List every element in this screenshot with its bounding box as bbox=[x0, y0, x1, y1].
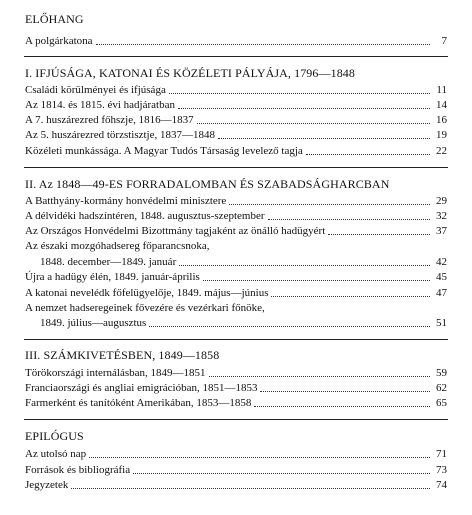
entry-title: Az 5. huszárezred törzstisztje, 1837—1848 bbox=[25, 129, 215, 141]
entry-page-number: 32 bbox=[436, 210, 447, 222]
entry-title: A polgárkatona bbox=[25, 35, 93, 47]
section-heading-part-2: II. Az 1848—49-ES FORRADALOMBAN ÉS SZABADSÁGHARCBAN bbox=[25, 177, 390, 191]
entry-title: Újra a hadügy élén, 1849. január-április bbox=[25, 271, 200, 283]
entry-title: Közéleti munkássága. A Magyar Tudós Társaság levelező tagja bbox=[25, 145, 303, 157]
toc-entry[interactable] bbox=[25, 35, 447, 48]
entry-title: Az 1814. és 1815. évi hadjáratban bbox=[25, 99, 175, 111]
dot-leader bbox=[96, 44, 430, 45]
entry-page-number: 7 bbox=[441, 35, 447, 47]
entry-title: Az Országos Honvédelmi Bizottmány tagjaként az önálló hadügyért bbox=[25, 225, 326, 237]
dot-leader bbox=[203, 280, 430, 281]
dot-leader bbox=[133, 473, 430, 474]
toc-entry[interactable] bbox=[25, 99, 447, 112]
entry-page-number: 19 bbox=[436, 129, 447, 141]
entry-title: A 7. huszárezred főhszje, 1816—1837 bbox=[25, 114, 194, 126]
toc-entry[interactable] bbox=[25, 114, 447, 127]
dot-leader bbox=[179, 265, 430, 266]
section-divider bbox=[24, 339, 448, 340]
dot-leader bbox=[328, 234, 430, 235]
dot-leader bbox=[229, 204, 430, 205]
entry-page-number: 73 bbox=[436, 464, 447, 476]
entry-page-number: 14 bbox=[436, 99, 447, 111]
toc-entry[interactable] bbox=[25, 367, 447, 380]
toc-entry[interactable] bbox=[40, 256, 447, 269]
toc-entry[interactable] bbox=[25, 448, 447, 461]
dot-leader bbox=[89, 457, 430, 458]
entry-title: Franciaországi és angliai emigrációban, 1851—1853 bbox=[25, 382, 258, 394]
toc-entry[interactable] bbox=[25, 225, 447, 238]
entry-title: 1848. december—1849. január bbox=[40, 256, 177, 268]
dot-leader bbox=[271, 296, 430, 297]
toc-entry[interactable] bbox=[25, 479, 447, 492]
entry-page-number: 47 bbox=[436, 287, 447, 299]
entry-page-number: 45 bbox=[436, 271, 447, 283]
dot-leader bbox=[306, 154, 430, 155]
entry-title: 1849. július—augusztus bbox=[40, 317, 147, 329]
toc-entry[interactable] bbox=[25, 145, 447, 158]
dot-leader bbox=[254, 406, 430, 407]
entry-page-number: 11 bbox=[436, 84, 447, 96]
toc-entry[interactable] bbox=[25, 195, 447, 208]
toc-entry[interactable] bbox=[25, 84, 447, 97]
entry-page-number: 65 bbox=[436, 397, 447, 409]
toc-entry[interactable] bbox=[25, 464, 447, 477]
entry-title: Farmerként és tanítóként Amerikában, 1853—1858 bbox=[25, 397, 252, 409]
section-heading-epilogue: EPILÓGUS bbox=[25, 429, 84, 443]
entry-page-number: 29 bbox=[436, 195, 447, 207]
dot-leader bbox=[260, 391, 430, 392]
entry-title: Források és bibliográfia bbox=[25, 464, 131, 476]
entry-page-number: 62 bbox=[436, 382, 447, 394]
entry-page-number: 37 bbox=[436, 225, 447, 237]
entry-title: A délvidéki hadszíntéren, 1848. augusztus-szeptember bbox=[25, 210, 265, 222]
section-divider bbox=[24, 167, 448, 168]
entry-title: Jegyzetek bbox=[25, 479, 69, 491]
toc-entry[interactable] bbox=[25, 397, 447, 410]
entry-page-number: 16 bbox=[436, 114, 447, 126]
entry-title: Családi körülményei és ifjúsága bbox=[25, 84, 166, 96]
dot-leader bbox=[178, 108, 430, 109]
toc-entry[interactable] bbox=[25, 129, 447, 142]
section-heading-part-3: III. SZÁMKIVETÉSBEN, 1849—1858 bbox=[25, 348, 220, 362]
dot-leader bbox=[268, 219, 431, 220]
dot-leader bbox=[197, 123, 430, 124]
entry-page-number: 22 bbox=[436, 145, 447, 157]
entry-page-number: 71 bbox=[436, 448, 447, 460]
entry-title: A Batthyány-kormány honvédelmi minisztere bbox=[25, 195, 227, 207]
toc-entry[interactable] bbox=[40, 317, 447, 330]
toc-entry[interactable] bbox=[25, 287, 447, 300]
entry-title-first-line[interactable]: A nemzet hadseregeinek fővezére és vezérkari főnöke, bbox=[25, 302, 265, 314]
dot-leader bbox=[149, 326, 430, 327]
entry-page-number: 59 bbox=[436, 367, 447, 379]
entry-title: Törökországi internálásban, 1849—1851 bbox=[25, 367, 206, 379]
toc-entry[interactable] bbox=[25, 271, 447, 284]
entry-page-number: 74 bbox=[436, 479, 447, 491]
entry-title: A katonai nevelédk főfelügyelője, 1849. május—június bbox=[25, 287, 269, 299]
entry-page-number: 42 bbox=[436, 256, 447, 268]
entry-title: Az utolsó nap bbox=[25, 448, 87, 460]
entry-title-first-line[interactable]: Az északi mozgóhadsereg főparancsnoka, bbox=[25, 240, 210, 252]
dot-leader bbox=[218, 138, 430, 139]
dot-leader bbox=[209, 376, 430, 377]
section-heading-part-1: I. IFJÚSÁGA, KATONAI ÉS KÖZÉLETI PÁLYÁJA, 1796—1848 bbox=[25, 66, 356, 80]
dot-leader bbox=[169, 93, 430, 94]
toc-entry[interactable] bbox=[25, 382, 447, 395]
dot-leader bbox=[71, 488, 430, 489]
section-divider bbox=[24, 56, 448, 57]
entry-page-number: 51 bbox=[436, 317, 447, 329]
section-heading-elohang: ELŐHANG bbox=[25, 12, 84, 26]
section-divider bbox=[24, 419, 448, 420]
toc-entry[interactable] bbox=[25, 210, 447, 223]
